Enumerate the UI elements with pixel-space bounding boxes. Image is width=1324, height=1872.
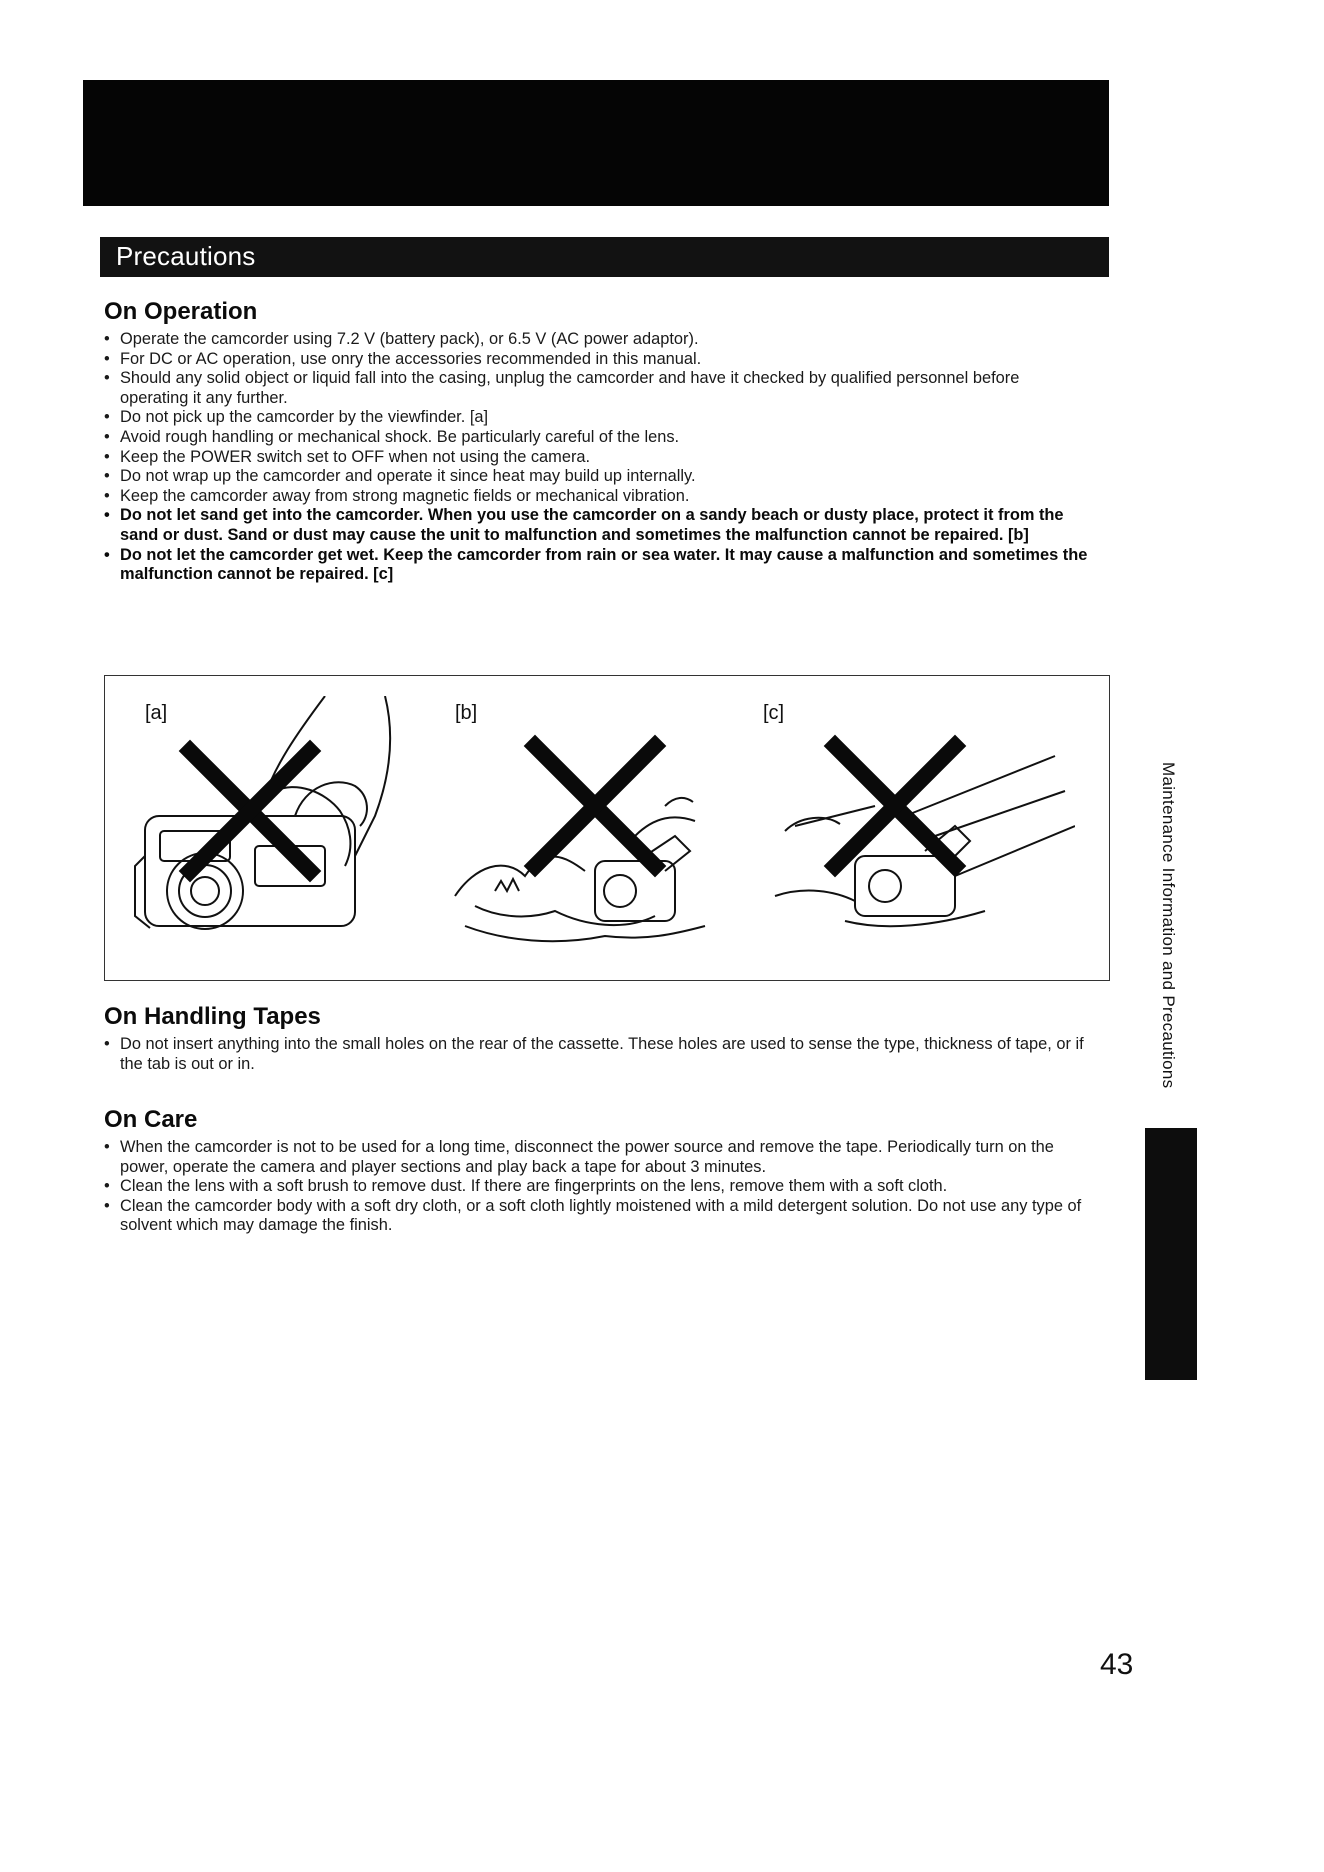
list-item-warning: • Do not let the camcorder get wet. Keep the camcorder from rain or sea water. It may cause a malfunction and sometimes the malfunction cannot be repaired. [c] — [104, 546, 1089, 585]
list-item: • Do not wrap up the camcorder and operate it since heat may build up internally. — [104, 467, 1089, 487]
list-item: • Clean the lens with a soft brush to remove dust. If there are fingerprints on the lens, remove them with a soft cloth. — [104, 1177, 1089, 1197]
list-item: • When the camcorder is not to be used for a long time, disconnect the power source and remove the tape. Periodically turn on the power, operate the camera and player sections and play back a tape for about 3 minutes. — [104, 1138, 1089, 1177]
list-item: • Should any solid object or liquid fall into the casing, unplug the camcorder and have it checked by qualified personnel before operating it any further. — [104, 369, 1089, 408]
section-title: Precautions — [116, 241, 256, 271]
list-item: • For DC or AC operation, use onry the accessories recommended in this manual. — [104, 350, 1089, 370]
list-item: • Keep the POWER switch set to OFF when not using the camera. — [104, 448, 1089, 468]
section-title-bar — [100, 237, 1109, 277]
heading-on-handling-tapes: On Handling Tapes — [104, 1003, 321, 1030]
heading-on-care: On Care — [104, 1106, 198, 1133]
camcorder-in-sand-illustration — [435, 696, 755, 966]
section-on-handling-tapes — [104, 1003, 1089, 1074]
cross-mark-icon — [190, 751, 310, 871]
cross-mark-icon — [535, 746, 655, 866]
operation-list — [104, 330, 1089, 585]
figure-label-b: [b] — [455, 702, 478, 724]
section-on-operation — [104, 298, 1089, 585]
side-thumb-tab — [1145, 1128, 1197, 1380]
header-band — [83, 80, 1109, 206]
tapes-list — [104, 1035, 1089, 1074]
care-list — [104, 1138, 1089, 1236]
illustration-box — [104, 675, 1110, 981]
figure-label-a: [a] — [145, 702, 168, 724]
figure-label-c: [c] — [763, 702, 785, 724]
camcorder-held-by-viewfinder-illustration — [125, 696, 445, 966]
list-item: • Avoid rough handling or mechanical shock. Be particularly careful of the lens. — [104, 428, 1089, 448]
list-item: • Keep the camcorder away from strong magnetic fields or mechanical vibration. — [104, 487, 1089, 507]
page-number: 43 — [1100, 1648, 1134, 1681]
list-item: • Do not insert anything into the small holes on the rear of the cassette. These holes are used to sense the type, thickness of tape, or if the tab is out or in. — [104, 1035, 1089, 1074]
heading-on-operation: On Operation — [104, 298, 258, 325]
list-item: • Clean the camcorder body with a soft dry cloth, or a soft cloth lightly moistened with a mild detergent solution. Do not use any type of solvent which may damage the finish. — [104, 1197, 1089, 1236]
side-section-label: Maintenance Information and Precautions — [1159, 762, 1178, 1089]
section-on-care — [104, 1106, 1089, 1236]
camcorder-in-rain-illustration — [755, 696, 1075, 966]
list-item-warning: • Do not let sand get into the camcorder. When you use the camcorder on a sandy beach or dusty place, protect it from the sand or dust. Sand or dust may cause the unit to malfunction and sometimes the malfunction cannot be repaired. [b] — [104, 506, 1089, 545]
list-item: • Do not pick up the camcorder by the viewfinder. [a] — [104, 408, 1089, 428]
cross-mark-icon — [835, 746, 955, 866]
list-item: • Operate the camcorder using 7.2 V (battery pack), or 6.5 V (AC power adaptor). — [104, 330, 1089, 350]
